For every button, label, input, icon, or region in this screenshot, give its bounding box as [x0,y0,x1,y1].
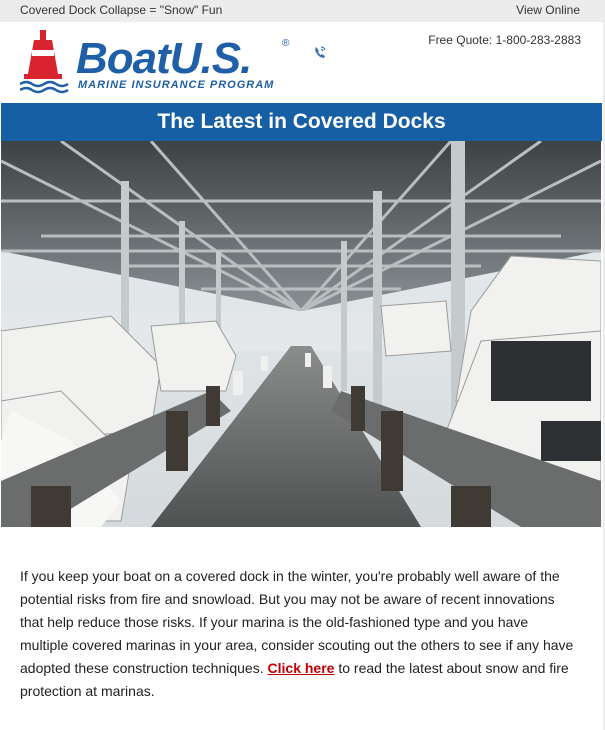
covered-dock-illustration [1,141,601,527]
headline-banner: The Latest in Covered Docks [1,103,602,141]
email-card [0,22,603,730]
click-here-link[interactable]: Click here [267,660,335,676]
phone-icon[interactable] [312,44,328,60]
logo-tagline: MARINE INSURANCE PROGRAM [78,79,275,91]
article-paragraph [20,565,580,703]
article-text: If you keep your boat on a covered dock in the winter, you're probably well aware of the potential risks from fire and snowload. But you may not be aware of recent innovations that help reduce those risks. If your marina is the old-fashioned type and you have multiple covered marinas in your area, consider scouting out the others to see if any have adopted these construction techniques. [20,568,574,676]
boatus-logo[interactable] [20,28,292,96]
preheader-bar [0,0,605,22]
buoy-logo-icon [20,30,68,92]
view-online-link[interactable]: View Online [516,3,580,17]
free-quote-phone[interactable]: Free Quote: 1-800-283-2883 [428,33,581,47]
logo-wordmark: BoatU.S. [76,34,252,83]
email-subject: Covered Dock Collapse = "Snow" Fun [20,3,223,17]
covered-dock-photo[interactable] [1,141,601,527]
logo-registered-mark: ® [282,38,290,49]
email-header [0,22,603,102]
article-text-end: to read the latest about snow and fire protection at marinas. [20,660,569,699]
